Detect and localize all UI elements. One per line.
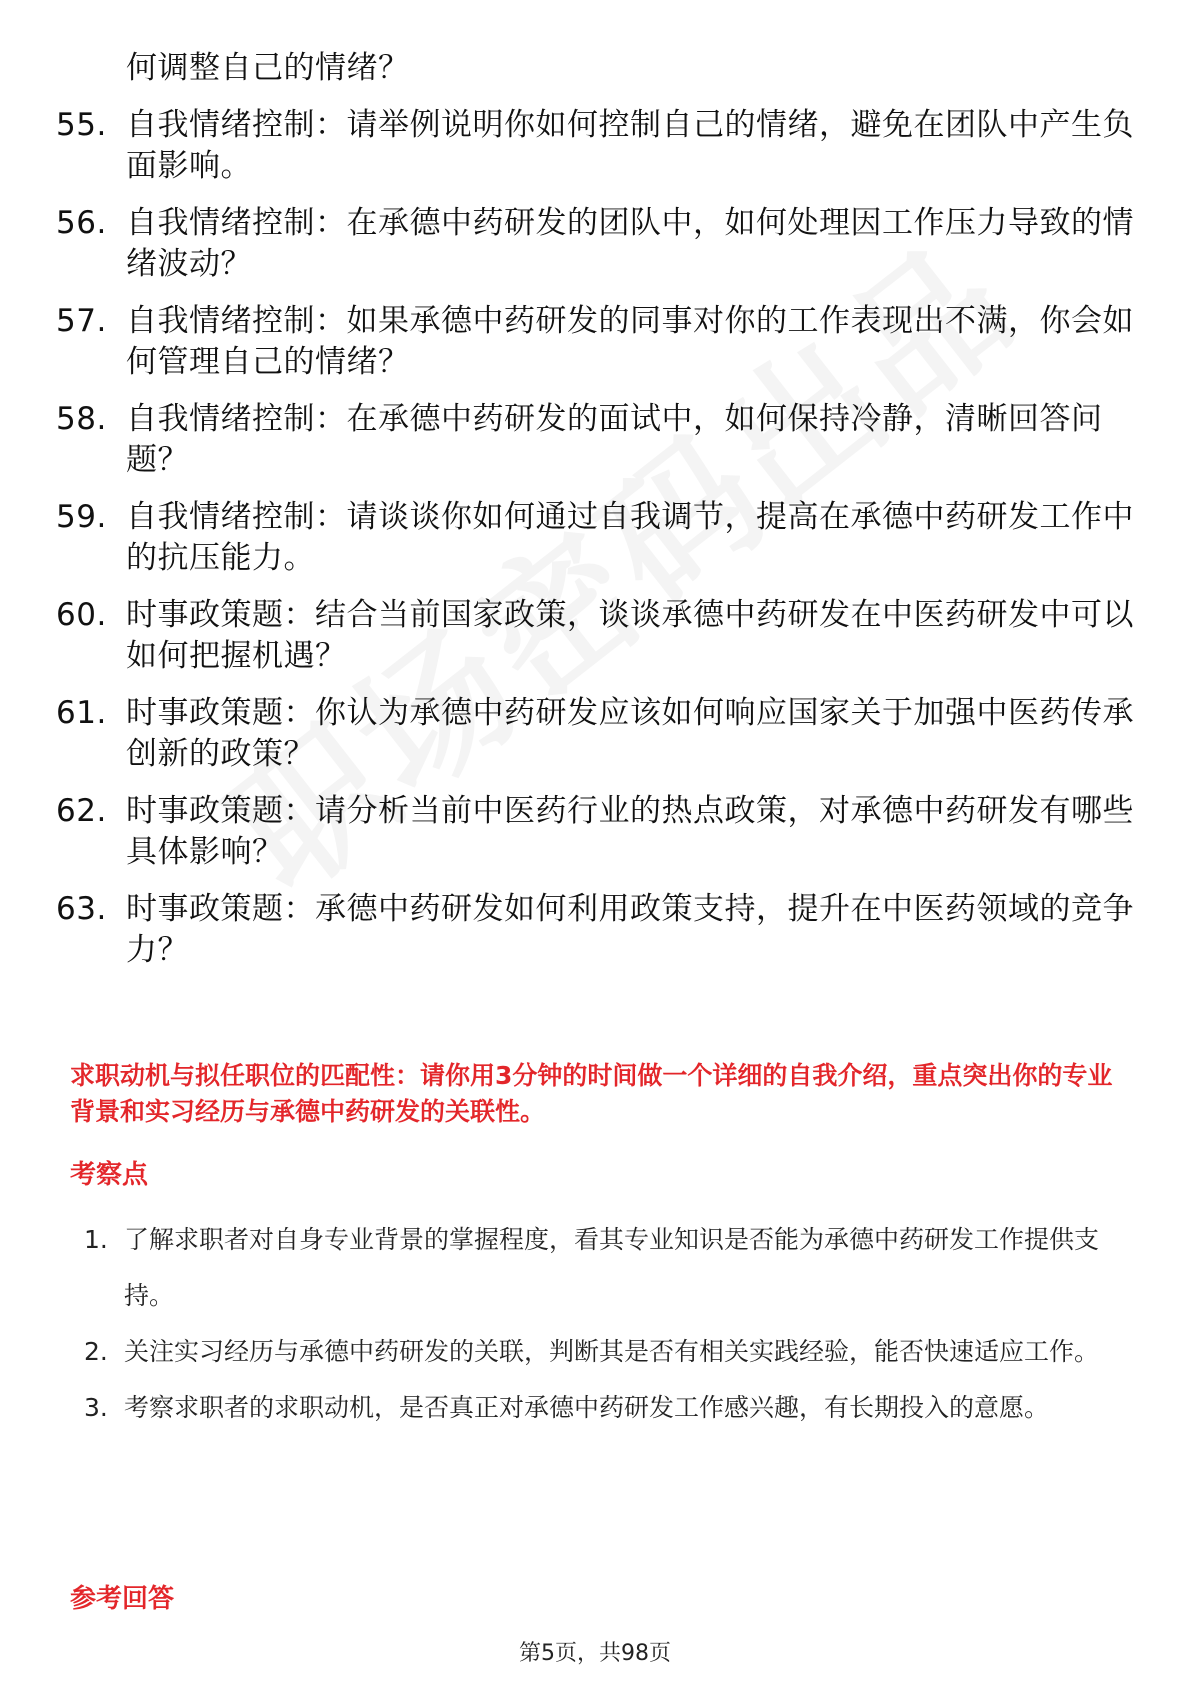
point-number: 1.	[84, 1225, 108, 1254]
question-text: 时事政策题：请分析当前中医药行业的热点政策，对承德中药研发有哪些具体影响？	[126, 793, 1134, 870]
question-item	[56, 791, 1136, 873]
question-text: 时事政策题：你认为承德中药研发应该如何响应国家关于加强中医药传承创新的政策？	[126, 695, 1134, 772]
examine-points-list	[84, 1212, 1124, 1436]
point-text: 考察求职者的求职动机，是否真正对承德中药研发工作感兴趣，有长期投入的意愿。	[124, 1393, 1050, 1422]
question-number: 62.	[56, 793, 107, 829]
question-item	[56, 203, 1136, 285]
question-text: 自我情绪控制：在承德中药研发的团队中，如何处理因工作压力导致的情绪波动？	[126, 205, 1134, 282]
question-item	[56, 889, 1136, 971]
question-number: 60.	[56, 597, 107, 633]
question-text: 自我情绪控制：请谈谈你如何通过自我调节，提高在承德中药研发工作中的抗压能力。	[126, 499, 1134, 576]
interview-prompt: 求职动机与拟任职位的匹配性：请你用3分钟的时间做一个详细的自我介绍，重点突出你的专业背景和实习经历与承德中药研发的关联性。	[70, 1061, 1113, 1126]
question-text: 自我情绪控制：在承德中药研发的面试中，如何保持冷静，清晰回答问题？	[126, 401, 1103, 478]
question-item	[56, 105, 1136, 187]
question-number: 61.	[56, 695, 107, 731]
question-text: 时事政策题：结合当前国家政策，谈谈承德中药研发在中医药研发中可以如何把握机遇？	[126, 597, 1134, 674]
question-number: 55.	[56, 107, 107, 143]
question-text: 时事政策题：承德中药研发如何利用政策支持，提升在中医药领域的竞争力？	[126, 891, 1134, 968]
point-text: 关注实习经历与承德中药研发的关联，判断其是否有相关实践经验，能否快速适应工作。	[124, 1337, 1100, 1366]
question-list	[56, 48, 1136, 987]
question-number: 59.	[56, 499, 107, 535]
question-item	[56, 595, 1136, 677]
point-text: 了解求职者对自身专业背景的掌握程度，看其专业知识是否能为承德中药研发工作提供支持。	[124, 1225, 1100, 1310]
examine-points-title: 考察点	[70, 1160, 149, 1190]
reference-answer-title: 参考回答	[70, 1584, 175, 1614]
question-item	[56, 693, 1136, 775]
question-number: 58.	[56, 401, 107, 437]
question-item	[56, 399, 1136, 481]
examine-point-item	[84, 1212, 1124, 1324]
question-number: 57.	[56, 303, 107, 339]
question-number: 56.	[56, 205, 107, 241]
point-number: 3.	[84, 1393, 108, 1422]
question-number: 63.	[56, 891, 107, 927]
question-text: 自我情绪控制：如果承德中药研发的同事对你的工作表现出不满，你会如何管理自己的情绪？	[126, 303, 1134, 380]
examine-point-item	[84, 1380, 1124, 1436]
question-text: 何调整自己的情绪？	[126, 50, 410, 86]
question-item	[56, 497, 1136, 579]
question-item	[56, 301, 1136, 383]
examine-point-item	[84, 1324, 1124, 1380]
point-number: 2.	[84, 1337, 108, 1366]
question-item	[56, 48, 1136, 89]
question-text: 自我情绪控制：请举例说明你如何控制自己的情绪，避免在团队中产生负面影响。	[126, 107, 1134, 184]
page-footer: 第5页，共98页	[519, 1641, 671, 1666]
